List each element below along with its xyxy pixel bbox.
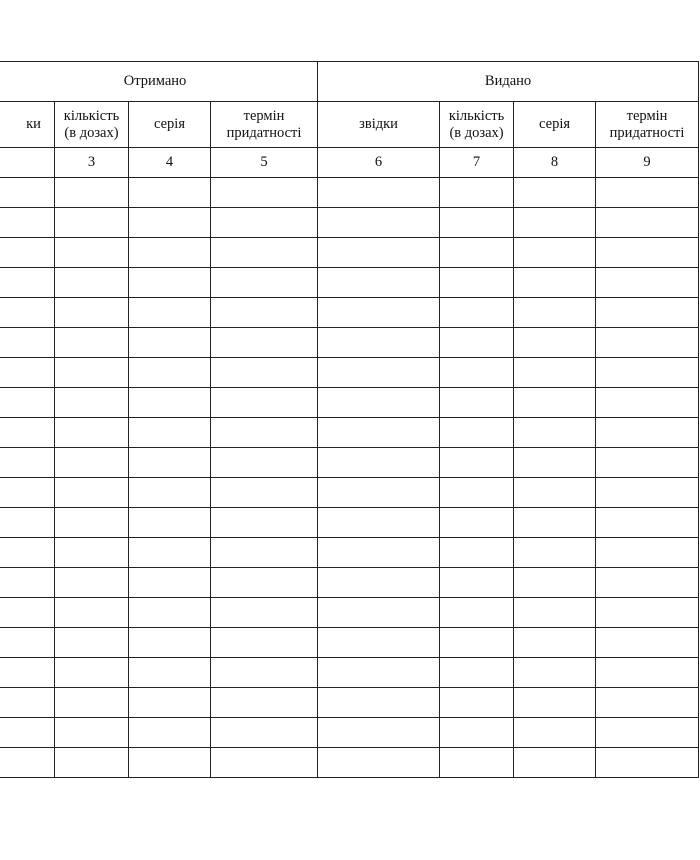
table-cell (318, 568, 440, 598)
table-cell (211, 238, 318, 268)
table-cell (0, 718, 55, 748)
table-cell (0, 328, 55, 358)
table-cell (514, 478, 596, 508)
table-cell (55, 568, 129, 598)
table-cell (596, 568, 699, 598)
table-cell (129, 568, 211, 598)
table-cell (55, 328, 129, 358)
table-cell (55, 268, 129, 298)
table-cell (211, 598, 318, 628)
table-cell (318, 178, 440, 208)
table-cell (55, 748, 129, 778)
table-cell (596, 598, 699, 628)
table-cell (596, 268, 699, 298)
table-cell (211, 628, 318, 658)
table-cell (0, 658, 55, 688)
received-source-header: ки (0, 102, 55, 148)
table-cell (596, 658, 699, 688)
table-cell (514, 688, 596, 718)
table-cell (514, 208, 596, 238)
table-row (0, 208, 699, 238)
table-cell (318, 628, 440, 658)
table-cell (129, 388, 211, 418)
table-cell (596, 448, 699, 478)
table-cell (55, 418, 129, 448)
table-row (0, 508, 699, 538)
table-cell (211, 478, 318, 508)
table-cell (211, 298, 318, 328)
column-number: 4 (129, 148, 211, 178)
table-row (0, 748, 699, 778)
table-cell (596, 208, 699, 238)
table-cell (129, 268, 211, 298)
table-cell (514, 718, 596, 748)
table-cell (318, 598, 440, 628)
table-cell (596, 418, 699, 448)
table-row (0, 568, 699, 598)
issued-quantity-header: кількість (в дозах) (440, 102, 514, 148)
column-number: 6 (318, 148, 440, 178)
table-cell (55, 628, 129, 658)
table-cell (440, 478, 514, 508)
register-sheet (0, 61, 698, 778)
table-cell (440, 628, 514, 658)
table-cell (318, 208, 440, 238)
table-cell (514, 298, 596, 328)
table-cell (596, 298, 699, 328)
table-cell (55, 538, 129, 568)
table-cell (514, 568, 596, 598)
table-cell (514, 328, 596, 358)
table-cell (129, 658, 211, 688)
column-number: 9 (596, 148, 699, 178)
table-cell (318, 388, 440, 418)
table-cell (0, 388, 55, 418)
table-cell (0, 298, 55, 328)
table-cell (211, 718, 318, 748)
sub-header-row (0, 102, 699, 148)
table-cell (55, 448, 129, 478)
table-cell (211, 268, 318, 298)
table-cell (318, 748, 440, 778)
table-cell (55, 358, 129, 388)
table-cell (318, 298, 440, 328)
table-cell (440, 208, 514, 238)
table-cell (440, 568, 514, 598)
table-cell (318, 448, 440, 478)
table-cell (514, 658, 596, 688)
table-cell (0, 628, 55, 658)
table-cell (0, 358, 55, 388)
table-cell (440, 298, 514, 328)
issued-from-header: звідки (318, 102, 440, 148)
table-row (0, 388, 699, 418)
table-cell (129, 508, 211, 538)
table-cell (129, 628, 211, 658)
received-group-header: Отримано (0, 62, 318, 102)
table-cell (0, 568, 55, 598)
table-cell (514, 418, 596, 448)
column-number: 5 (211, 148, 318, 178)
table-cell (129, 208, 211, 238)
table-cell (129, 448, 211, 478)
table-cell (211, 568, 318, 598)
issued-expiry-header: термін придатності (596, 102, 699, 148)
table-row (0, 628, 699, 658)
table-cell (596, 628, 699, 658)
table-cell (440, 418, 514, 448)
table-row (0, 448, 699, 478)
table-cell (440, 178, 514, 208)
table-cell (0, 748, 55, 778)
table-row (0, 538, 699, 568)
table-row (0, 178, 699, 208)
table-cell (211, 748, 318, 778)
table-cell (0, 178, 55, 208)
table-cell (440, 658, 514, 688)
table-cell (514, 238, 596, 268)
table-row (0, 688, 699, 718)
table-cell (514, 538, 596, 568)
table-cell (211, 388, 318, 418)
table-cell (596, 538, 699, 568)
table-cell (514, 628, 596, 658)
table-cell (596, 508, 699, 538)
table-cell (211, 208, 318, 238)
table-cell (55, 388, 129, 418)
table-cell (129, 178, 211, 208)
table-cell (55, 508, 129, 538)
group-header-row (0, 62, 699, 102)
issued-series-header: серія (514, 102, 596, 148)
table-cell (129, 538, 211, 568)
table-cell (129, 358, 211, 388)
table-row (0, 418, 699, 448)
table-cell (514, 178, 596, 208)
table-cell (318, 328, 440, 358)
table-cell (596, 718, 699, 748)
table-cell (129, 688, 211, 718)
table-cell (514, 508, 596, 538)
table-row (0, 268, 699, 298)
table-row (0, 238, 699, 268)
column-number-row (0, 148, 699, 178)
table-row (0, 658, 699, 688)
table-cell (55, 238, 129, 268)
table-cell (55, 598, 129, 628)
table-row (0, 328, 699, 358)
table-row (0, 718, 699, 748)
column-number: 8 (514, 148, 596, 178)
table-row (0, 478, 699, 508)
table-cell (211, 538, 318, 568)
table-cell (596, 478, 699, 508)
table-cell (596, 328, 699, 358)
table-cell (440, 448, 514, 478)
received-expiry-header: термін придатності (211, 102, 318, 148)
column-number (0, 148, 55, 178)
table-cell (318, 238, 440, 268)
table-cell (440, 718, 514, 748)
table-cell (55, 718, 129, 748)
table-cell (0, 208, 55, 238)
table-cell (129, 748, 211, 778)
table-cell (129, 718, 211, 748)
table-cell (55, 478, 129, 508)
table-cell (211, 328, 318, 358)
table-cell (211, 178, 318, 208)
table-cell (129, 298, 211, 328)
table-cell (318, 688, 440, 718)
table-cell (440, 238, 514, 268)
table-cell (440, 388, 514, 418)
table-cell (514, 388, 596, 418)
table-cell (129, 478, 211, 508)
table-cell (318, 718, 440, 748)
table-cell (211, 688, 318, 718)
table-cell (514, 268, 596, 298)
table-cell (211, 508, 318, 538)
table-cell (211, 658, 318, 688)
table-cell (596, 358, 699, 388)
received-quantity-header: кількість (в дозах) (55, 102, 129, 148)
vaccine-register-table (0, 61, 699, 778)
table-cell (129, 328, 211, 358)
table-cell (440, 508, 514, 538)
table-cell (0, 268, 55, 298)
table-cell (514, 448, 596, 478)
table-cell (0, 508, 55, 538)
table-cell (514, 358, 596, 388)
table-cell (514, 748, 596, 778)
table-cell (0, 238, 55, 268)
table-cell (318, 508, 440, 538)
table-cell (440, 538, 514, 568)
table-cell (318, 658, 440, 688)
table-cell (596, 688, 699, 718)
table-row (0, 598, 699, 628)
table-cell (440, 598, 514, 628)
table-cell (596, 388, 699, 418)
table-cell (55, 178, 129, 208)
table-cell (440, 748, 514, 778)
table-cell (0, 598, 55, 628)
table-cell (0, 478, 55, 508)
table-cell (596, 238, 699, 268)
table-cell (596, 178, 699, 208)
table-cell (440, 688, 514, 718)
table-cell (596, 748, 699, 778)
table-cell (211, 358, 318, 388)
table-cell (55, 298, 129, 328)
table-cell (318, 478, 440, 508)
table-cell (211, 448, 318, 478)
table-cell (129, 418, 211, 448)
table-cell (211, 418, 318, 448)
table-cell (514, 598, 596, 628)
column-number: 3 (55, 148, 129, 178)
table-cell (318, 538, 440, 568)
table-cell (318, 418, 440, 448)
table-cell (129, 598, 211, 628)
table-row (0, 298, 699, 328)
table-cell (318, 268, 440, 298)
table-cell (0, 418, 55, 448)
table-cell (440, 328, 514, 358)
table-cell (55, 208, 129, 238)
table-cell (440, 358, 514, 388)
table-cell (0, 688, 55, 718)
table-cell (0, 448, 55, 478)
table-cell (440, 268, 514, 298)
table-cell (0, 538, 55, 568)
received-series-header: серія (129, 102, 211, 148)
table-cell (318, 358, 440, 388)
table-cell (129, 238, 211, 268)
table-cell (55, 658, 129, 688)
table-row (0, 358, 699, 388)
table-cell (55, 688, 129, 718)
column-number: 7 (440, 148, 514, 178)
issued-group-header: Видано (318, 62, 699, 102)
